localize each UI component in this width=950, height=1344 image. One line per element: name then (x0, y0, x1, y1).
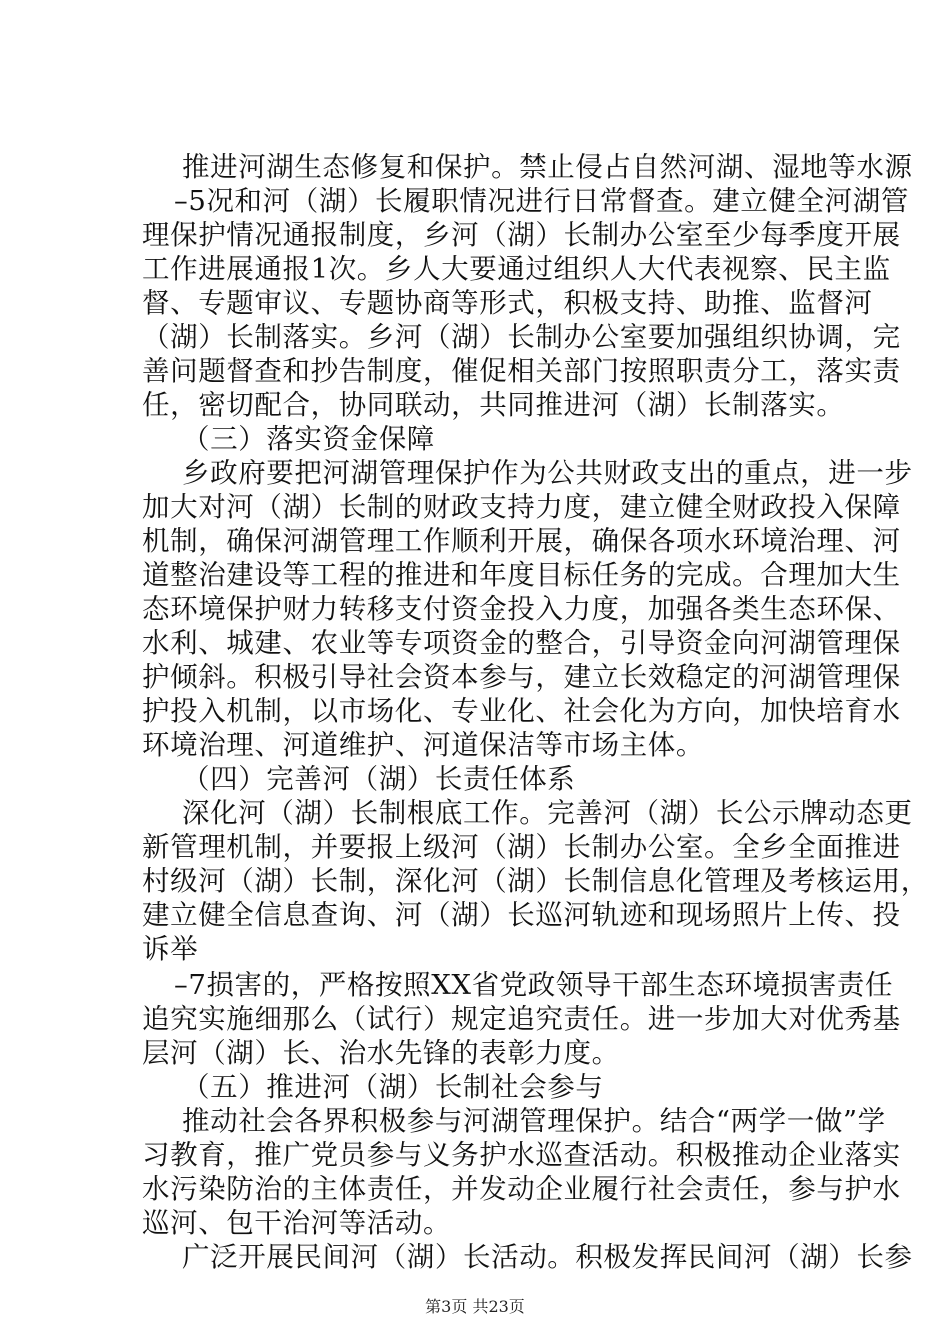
paragraph-line: 理保护情况通报制度，乡河（湖）长制办公室至少每季度开展 (142, 219, 901, 251)
section-heading: （五）推进河（湖）长制社会参与 (182, 1071, 604, 1103)
paragraph-line: 追究实施细那么（试行）规定追究责任。进一步加大对优秀基 (142, 1003, 901, 1035)
paragraph-line: –5况和河（湖）长履职情况进行日常督查。建立健全河湖管 (174, 185, 909, 217)
page-footer: 第3页 共23页 (425, 1297, 525, 1316)
paragraph-line: 广泛开展民间河（湖）长活动。积极发挥民间河（湖）长参 (182, 1241, 913, 1273)
section-heading: （三）落实资金保障 (182, 423, 435, 455)
paragraph-line: 巡河、包干治河等活动。 (142, 1207, 452, 1239)
paragraph-line: 环境治理、河道维护、河道保洁等市场主体。 (142, 729, 704, 761)
paragraph-line: 诉举 (142, 933, 199, 965)
paragraph-line: 机制，确保河湖管理工作顺利开展，确保各项水环境治理、河 (142, 525, 901, 557)
paragraph-line: （湖）长制落实。乡河（湖）长制办公室要加强组织协调，完 (142, 321, 901, 353)
paragraph-line: 乡政府要把河湖管理保护作为公共财政支出的重点，进一步 (182, 457, 913, 489)
paragraph-line: 任，密切配合，协同联动，共同推进河（湖）长制落实。 (142, 389, 845, 421)
paragraph-line: 护投入机制，以市场化、专业化、社会化为方向，加快培育水 (142, 695, 901, 727)
paragraph-line: 态环境保护财力转移支付资金投入力度，加强各类生态环保、 (142, 593, 901, 625)
paragraph-line: 深化河（湖）长制根底工作。完善河（湖）长公示牌动态更 (182, 797, 913, 829)
paragraph-line: 村级河（湖）长制，深化河（湖）长制信息化管理及考核运用， (142, 865, 929, 897)
paragraph-line: 加大对河（湖）长制的财政支持力度，建立健全财政投入保障 (142, 491, 901, 523)
paragraph-line: 习教育，推广党员参与义务护水巡查活动。积极推动企业落实 (142, 1139, 901, 1171)
paragraph-line: 新管理机制，并要报上级河（湖）长制办公室。全乡全面推进 (142, 831, 901, 863)
paragraph-line: 道整治建设等工程的推进和年度目标任务的完成。合理加大生 (142, 559, 901, 591)
paragraph-line: 层河（湖）长、治水先锋的表彰力度。 (142, 1037, 620, 1069)
paragraph-line: 水污染防治的主体责任，并发动企业履行社会责任，参与护水 (142, 1173, 901, 1205)
paragraph-line: 善问题督查和抄告制度，催促相关部门按照职责分工，落实责 (142, 355, 901, 387)
paragraph-line: 水利、城建、农业等专项资金的整合，引导资金向河湖管理保 (142, 627, 901, 659)
paragraph-line: 工作进展通报1次。乡人大要通过组织人大代表视察、民主监 (142, 253, 891, 285)
paragraph-line: 督、专题审议、专题协商等形式，积极支持、助推、监督河 (142, 287, 873, 319)
paragraph-line: 建立健全信息查询、河（湖）长巡河轨迹和现场照片上传、投 (142, 899, 901, 931)
paragraph-line: 推进河湖生态修复和保护。禁止侵占自然河湖、湿地等水源 (182, 151, 913, 183)
section-heading: （四）完善河（湖）长责任体系 (182, 763, 576, 795)
paragraph-line: –7损害的，严格按照XX省党政领导干部生态环境损害责任 (174, 969, 894, 1001)
paragraph-line: 护倾斜。积极引导社会资本参与，建立长效稳定的河湖管理保 (142, 661, 901, 693)
paragraph-line: 推动社会各界积极参与河湖管理保护。结合“两学一做”学 (182, 1105, 886, 1137)
